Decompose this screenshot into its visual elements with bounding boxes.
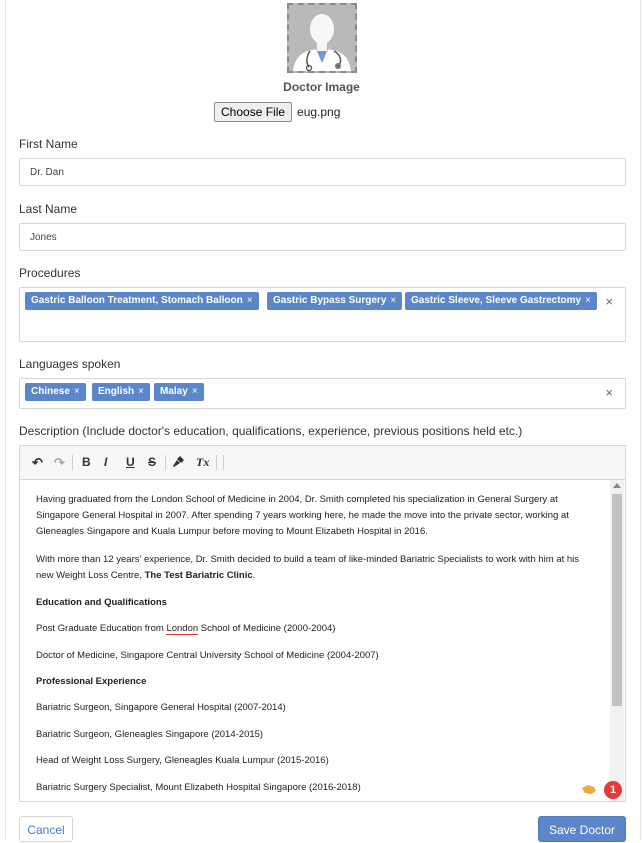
procedures-label: Procedures	[19, 266, 81, 280]
procedure-tag-label: Gastric Bypass Surgery	[273, 295, 387, 306]
procedures-select[interactable]	[19, 287, 626, 342]
toolbar-divider	[223, 455, 224, 470]
language-tag	[25, 383, 86, 401]
doctor-image-label: Doctor Image	[283, 80, 360, 94]
procedure-tag	[267, 292, 402, 310]
education-text: Post Graduate Education from	[36, 623, 167, 634]
remove-tag-icon[interactable]: ×	[73, 386, 80, 397]
bold-button[interactable]: B	[82, 455, 91, 469]
remove-tag-icon[interactable]: ×	[390, 295, 397, 306]
grammar-issue-badge[interactable]: 1	[604, 781, 622, 799]
paragraph-end: .	[252, 570, 256, 581]
spellcheck-word: London	[166, 623, 199, 634]
language-tag-label: Malay	[160, 386, 188, 397]
italic-button[interactable]: I	[104, 455, 108, 469]
experience-item: Bariatric Surgeon, Singapore General Hospital (2007-2014)	[36, 702, 286, 713]
redo-icon[interactable]: ↷	[54, 455, 65, 470]
remove-tag-icon[interactable]: ×	[246, 295, 253, 306]
selected-file-name: eug.png	[297, 105, 341, 119]
experience-item: Head of Weight Loss Surgery, Gleneagles Kuala Lumpur (2015-2016)	[36, 755, 329, 766]
last-name-input[interactable]	[19, 223, 626, 251]
description-label: Description (Include doctor's education, qualifications, experience, previous positions held etc.)	[19, 424, 523, 438]
procedure-tag-label: Gastric Sleeve, Sleeve Gastrectomy	[411, 295, 582, 306]
education-text: School of Medicine (2000-2004)	[198, 623, 336, 634]
education-heading: Education and Qualifications	[36, 597, 167, 608]
education-item: Doctor of Medicine, Singapore Central University School of Medicine (2004-2007)	[36, 650, 379, 661]
remove-tag-icon[interactable]: ×	[191, 386, 198, 397]
language-tag	[92, 383, 150, 401]
editor-content[interactable]	[20, 480, 610, 801]
experience-item: Bariatric Surgeon, Gleneagles Singapore (2014-2015)	[36, 729, 264, 740]
save-doctor-button[interactable]: Save Doctor	[538, 816, 626, 842]
file-upload-row	[214, 102, 340, 122]
scroll-up-icon[interactable]	[613, 483, 621, 488]
procedure-tag-label: Gastric Balloon Treatment, Stomach Balloon	[31, 295, 243, 306]
clear-languages-icon[interactable]: ×	[605, 385, 613, 400]
languages-label: Languages spoken	[19, 357, 121, 371]
grammar-hand-icon[interactable]	[581, 782, 597, 799]
procedure-tag	[405, 292, 597, 310]
doctor-image-dropzone[interactable]	[287, 3, 357, 73]
toolbar-divider	[165, 455, 166, 470]
language-tag-label: English	[98, 386, 135, 397]
first-name-input[interactable]	[19, 158, 626, 186]
clear-formatting-button[interactable]: Tx	[196, 455, 210, 469]
doctor-avatar-icon	[289, 5, 355, 71]
languages-select[interactable]	[19, 378, 626, 409]
toolbar-divider	[72, 455, 73, 470]
experience-item: Bariatric Surgery Specialist, Mount Elizabeth Hospital Singapore (2016-2018)	[36, 782, 361, 793]
editor-toolbar	[20, 446, 625, 480]
paragraph-text: With more than 12 years' experience, Dr. Smith decided to build a team of like-minded Bariatric Specialists to work with him at his new Weight Loss Centre,	[36, 554, 580, 581]
last-name-label: Last Name	[19, 202, 78, 216]
clinic-name: The Test Bariatric Clinic	[144, 570, 253, 581]
underline-button[interactable]: U	[126, 455, 135, 469]
description-paragraph	[36, 552, 596, 584]
choose-file-button[interactable]: Choose File	[214, 102, 292, 122]
format-painter-icon[interactable]	[172, 455, 185, 471]
scrollbar-thumb[interactable]	[612, 494, 622, 706]
remove-tag-icon[interactable]: ×	[585, 295, 591, 306]
description-editor	[19, 445, 626, 802]
cancel-button[interactable]: Cancel	[19, 816, 73, 842]
language-tag	[154, 383, 204, 401]
toolbar-divider	[216, 455, 217, 470]
remove-tag-icon[interactable]: ×	[138, 386, 144, 397]
procedure-tag	[25, 292, 259, 310]
experience-heading: Professional Experience	[36, 676, 147, 687]
undo-icon[interactable]: ↶	[32, 455, 43, 470]
education-item	[36, 621, 596, 637]
first-name-label: First Name	[19, 137, 78, 151]
language-tag-label: Chinese	[31, 386, 70, 397]
editor-scrollbar[interactable]	[610, 480, 624, 801]
clear-procedures-icon[interactable]: ×	[605, 294, 613, 309]
description-paragraph: Having graduated from the London School of Medicine in 2004, Dr. Smith completed his specialization in General Surgery at Singapore General Hospital in 2007. After spending 7 years working here, he made the move into the private sector, working at Gleneagles Singapore and Kuala Lumpur before moving to Mount Elizabeth Hospital in 2016.	[36, 494, 569, 537]
strikethrough-button[interactable]: S	[148, 455, 157, 469]
